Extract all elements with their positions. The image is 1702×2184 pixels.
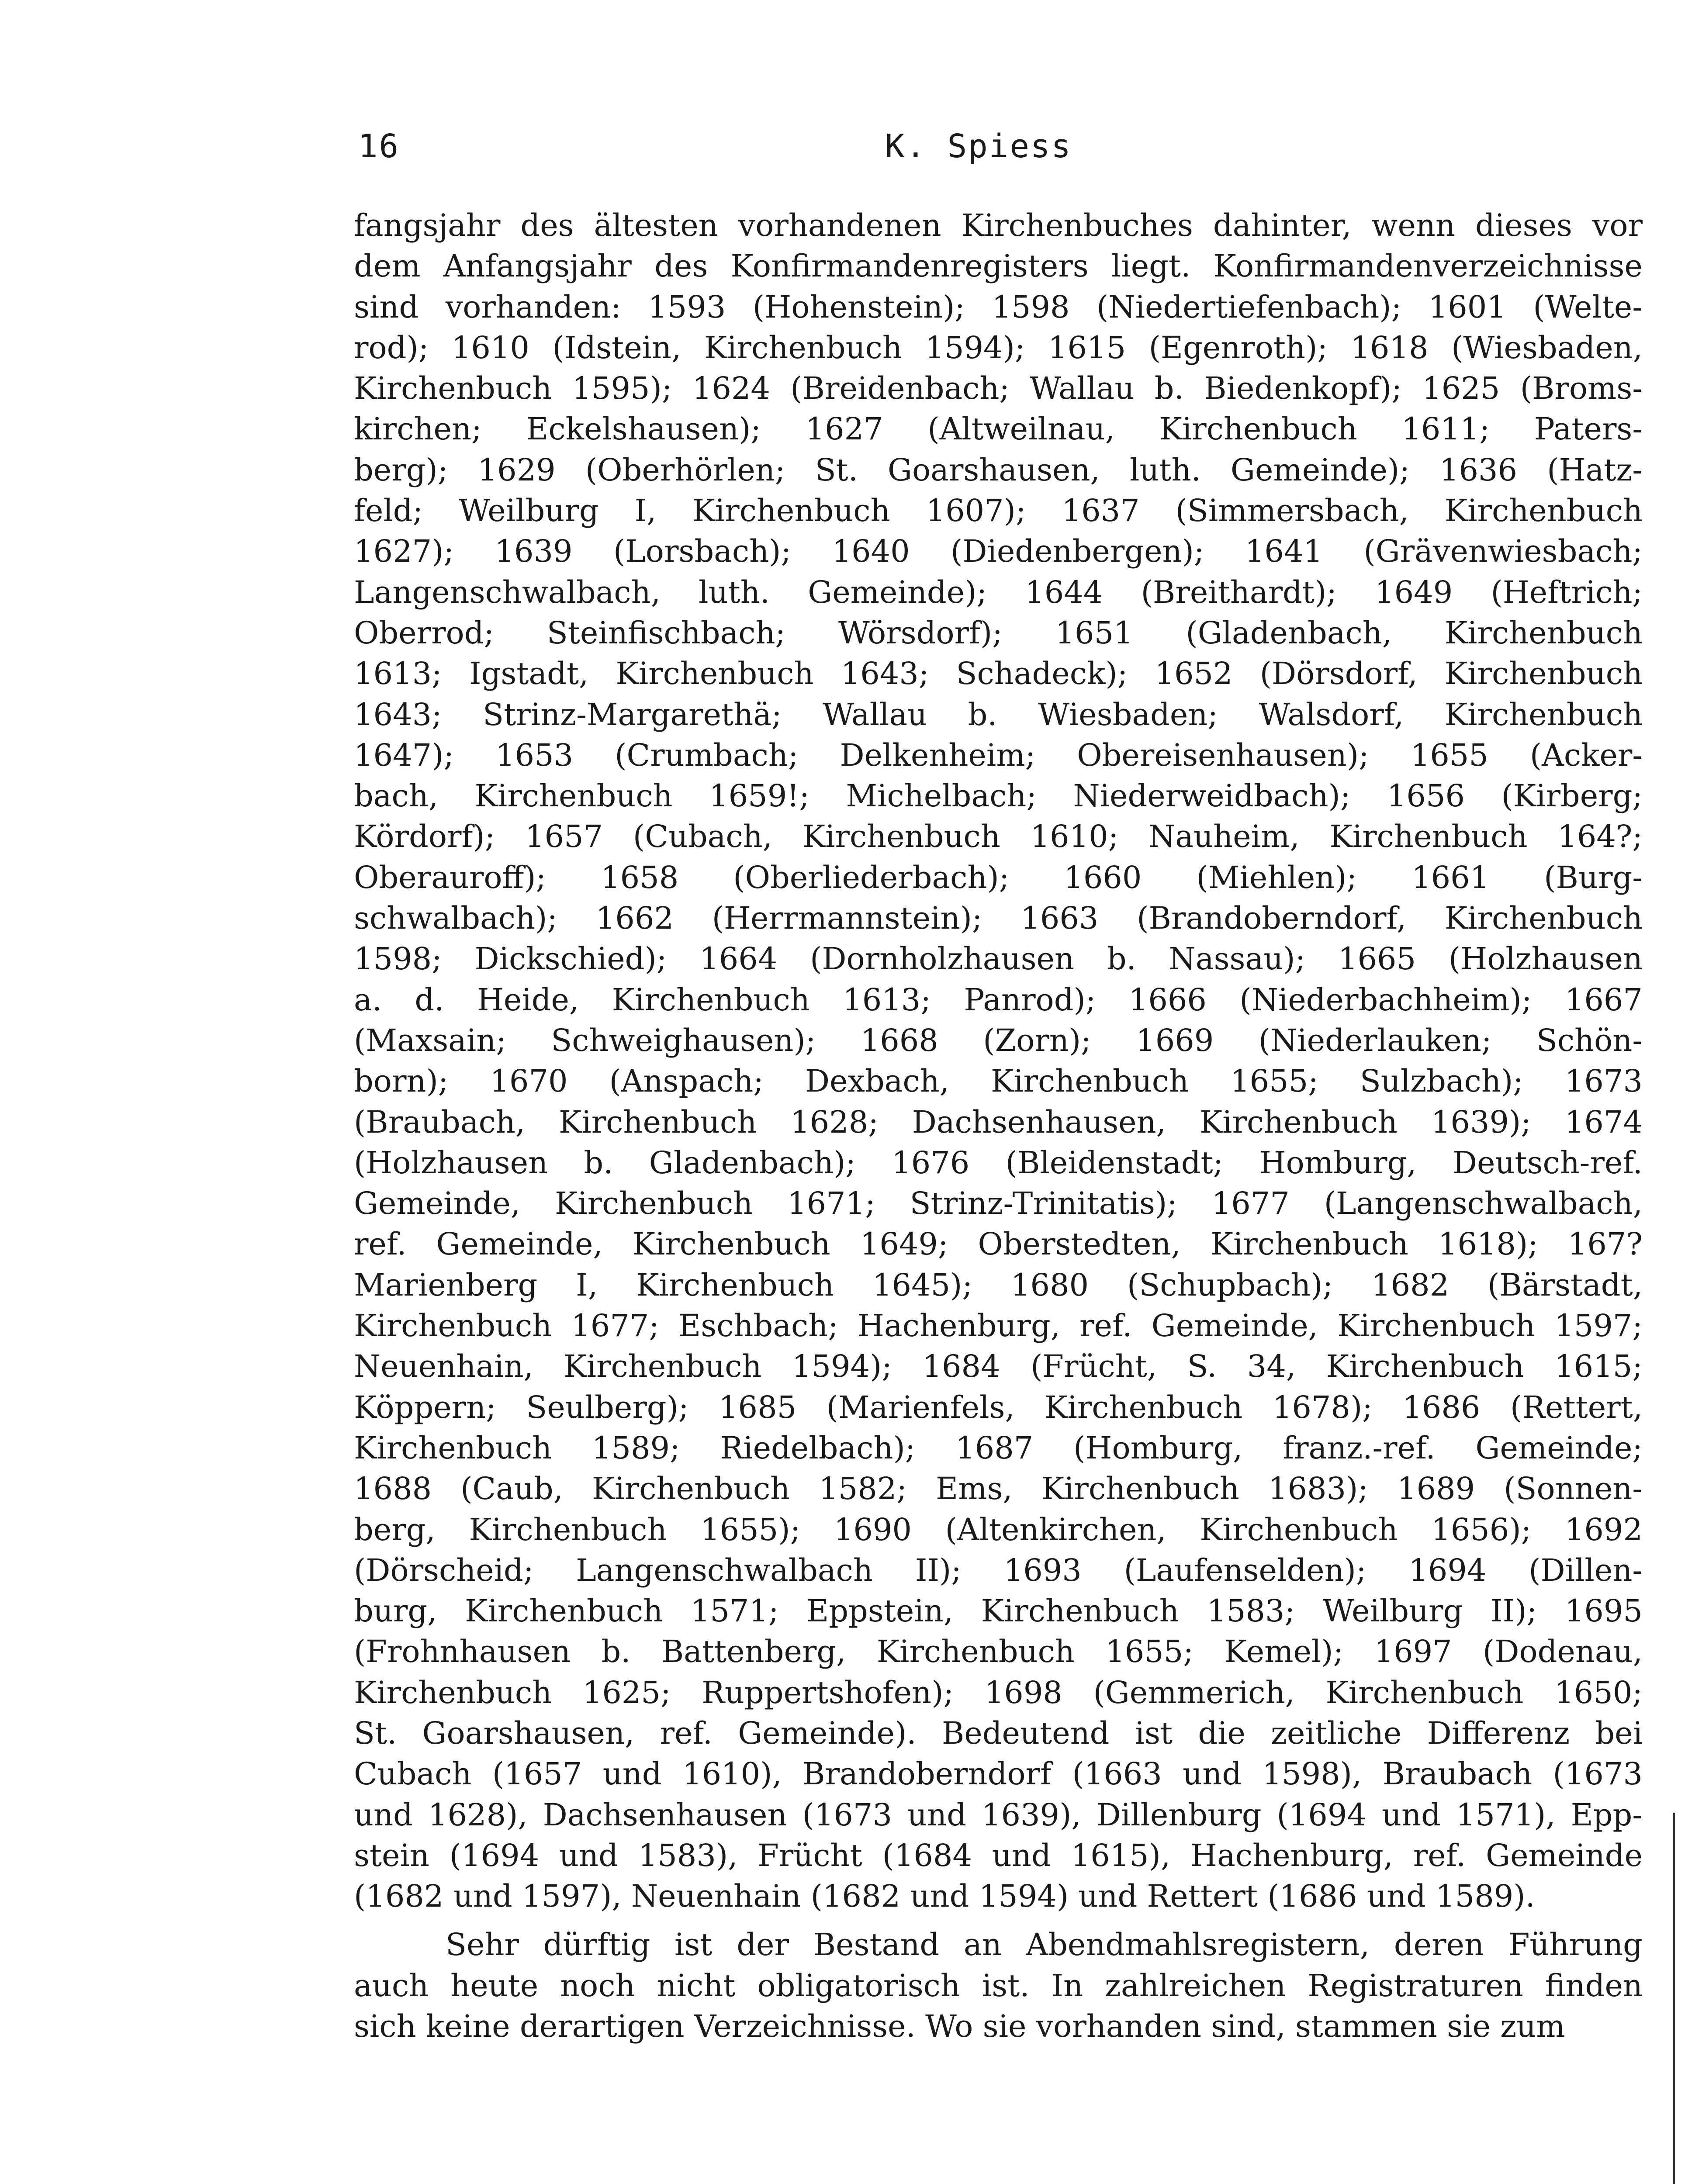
- text-line: (Holzhausen b. Gladenbach); 1676 (Bleidenstadt; Homburg, Deutsch-ref.: [354, 1144, 1643, 1181]
- text-line: 1598; Dickschied); 1664 (Dornholzhausen b. Nassau); 1665 (Holzhausen: [354, 941, 1643, 977]
- text-line: (Braubach, Kirchenbuch 1628; Dachsenhausen, Kirchenbuch 1639); 1674: [354, 1104, 1643, 1140]
- page-header: [358, 128, 1599, 176]
- text-line: Kördorf); 1657 (Cubach, Kirchenbuch 1610; Nauheim, Kirchenbuch 164?;: [354, 819, 1643, 855]
- text-line: 1647); 1653 (Crumbach; Delkenheim; Obereisenhausen); 1655 (Acker-: [354, 737, 1643, 773]
- text-line: Kirchenbuch 1625; Ruppertshofen); 1698 (Gemmerich, Kirchenbuch 1650;: [354, 1674, 1643, 1711]
- text-line: Langenschwalbach, luth. Gemeinde); 1644 (Breithardt); 1649 (Heftrich;: [354, 574, 1643, 610]
- text-line: 1643; Strinz-Margarethä; Wallau b. Wiesbaden; Walsdorf, Kirchenbuch: [354, 696, 1643, 733]
- text-line: (Dörscheid; Langenschwalbach II); 1693 (Laufenselden); 1694 (Dillen-: [354, 1552, 1643, 1588]
- text-line: ref. Gemeinde, Kirchenbuch 1649; Oberstedten, Kirchenbuch 1618); 167?: [354, 1226, 1643, 1262]
- text-line: sich keine derartigen Verzeichnisse. Wo sie vorhanden sind, stammen sie zum: [354, 2008, 1565, 2045]
- text-line: Sehr dürftig ist der Bestand an Abendmahlsregistern, deren Führung: [446, 1927, 1643, 1963]
- text-line: 1688 (Caub, Kirchenbuch 1582; Ems, Kirchenbuch 1683); 1689 (Sonnen-: [354, 1471, 1643, 1507]
- text-line: feld; Weilburg I, Kirchenbuch 1607); 1637 (Simmersbach, Kirchenbuch: [354, 493, 1643, 529]
- text-line: Neuenhain, Kirchenbuch 1594); 1684 (Frücht, S. 34, Kirchenbuch 1615;: [354, 1348, 1643, 1385]
- text-line: (Frohnhausen b. Battenberg, Kirchenbuch 1655; Kemel); 1697 (Dodenau,: [354, 1634, 1643, 1670]
- text-line: Köppern; Seulberg); 1685 (Marienfels, Kirchenbuch 1678); 1686 (Rettert,: [354, 1389, 1643, 1425]
- text-line: Cubach (1657 und 1610), Brandoberndorf (1663 und 1598), Braubach (1673: [354, 1756, 1643, 1792]
- paragraph: [354, 1925, 1643, 2047]
- text-line: Kirchenbuch 1589; Riedelbach); 1687 (Homburg, franz.-ref. Gemeinde;: [354, 1430, 1643, 1466]
- body-text: [354, 205, 1643, 2047]
- margin-rule: [1673, 1813, 1675, 2184]
- text-line: burg, Kirchenbuch 1571; Eppstein, Kirchenbuch 1583; Weilburg II); 1695: [354, 1593, 1643, 1629]
- text-line: Oberauroff); 1658 (Oberliederbach); 1660 (Miehlen); 1661 (Burg-: [354, 859, 1643, 895]
- text-line: (Maxsain; Schweighausen); 1668 (Zorn); 1669 (Niederlauken; Schön-: [354, 1022, 1643, 1058]
- page-number: 16: [358, 128, 400, 165]
- text-line: fangsjahr des ältesten vorhandenen Kirchenbuches dahinter, wenn dieses vor: [354, 207, 1643, 243]
- text-line: St. Goarshausen, ref. Gemeinde). Bedeutend ist die zeitliche Differenz bei: [354, 1715, 1643, 1751]
- text-line: (1682 und 1597), Neuenhain (1682 und 1594) und Rettert (1686 und 1589).: [354, 1878, 1535, 1914]
- paragraph: [354, 205, 1643, 1917]
- text-line: berg, Kirchenbuch 1655); 1690 (Altenkirchen, Kirchenbuch 1656); 1692: [354, 1511, 1643, 1548]
- text-line: Gemeinde, Kirchenbuch 1671; Strinz-Trinitatis); 1677 (Langenschwalbach,: [354, 1185, 1643, 1222]
- text-line: Kirchenbuch 1677; Eschbach; Hachenburg, ref. Gemeinde, Kirchenbuch 1597;: [354, 1308, 1643, 1344]
- text-line: Kirchenbuch 1595); 1624 (Breidenbach; Wallau b. Biedenkopf); 1625 (Broms-: [354, 370, 1643, 407]
- text-line: 1613; Igstadt, Kirchenbuch 1643; Schadeck); 1652 (Dörsdorf, Kirchenbuch: [354, 656, 1643, 692]
- text-line: sind vorhanden: 1593 (Hohenstein); 1598 (Niedertiefenbach); 1601 (Welte-: [354, 289, 1643, 325]
- text-line: auch heute noch nicht obligatorisch ist. In zahlreichen Registraturen finden: [354, 1967, 1643, 2004]
- text-line: und 1628), Dachsenhausen (1673 und 1639), Dillenburg (1694 und 1571), Epp-: [354, 1797, 1643, 1833]
- running-head: K. Spiess: [885, 128, 1072, 165]
- text-line: dem Anfangsjahr des Konfirmandenregisters liegt. Konfirmandenverzeichnisse: [354, 248, 1643, 284]
- text-line: Marienberg I, Kirchenbuch 1645); 1680 (Schupbach); 1682 (Bärstadt,: [354, 1267, 1643, 1303]
- text-line: kirchen; Eckelshausen); 1627 (Altweilnau, Kirchenbuch 1611; Paters-: [354, 411, 1643, 447]
- text-line: born); 1670 (Anspach; Dexbach, Kirchenbuch 1655; Sulzbach); 1673: [354, 1063, 1643, 1099]
- text-line: schwalbach); 1662 (Herrmannstein); 1663 (Brandoberndorf, Kirchenbuch: [354, 900, 1643, 936]
- text-line: a. d. Heide, Kirchenbuch 1613; Panrod); 1666 (Niederbachheim); 1667: [354, 981, 1643, 1018]
- text-line: 1627); 1639 (Lorsbach); 1640 (Diedenbergen); 1641 (Grävenwiesbach;: [354, 533, 1643, 570]
- text-line: stein (1694 und 1583), Frücht (1684 und 1615), Hachenburg, ref. Gemeinde: [354, 1837, 1643, 1873]
- text-line: bach, Kirchenbuch 1659!; Michelbach; Niederweidbach); 1656 (Kirberg;: [354, 778, 1643, 814]
- text-line: berg); 1629 (Oberhörlen; St. Goarshausen, luth. Gemeinde); 1636 (Hatz-: [354, 452, 1643, 488]
- text-line: Oberrod; Steinfischbach; Wörsdorf); 1651 (Gladenbach, Kirchenbuch: [354, 615, 1643, 651]
- text-line: rod); 1610 (Idstein, Kirchenbuch 1594); 1615 (Egenroth); 1618 (Wiesbaden,: [354, 329, 1643, 366]
